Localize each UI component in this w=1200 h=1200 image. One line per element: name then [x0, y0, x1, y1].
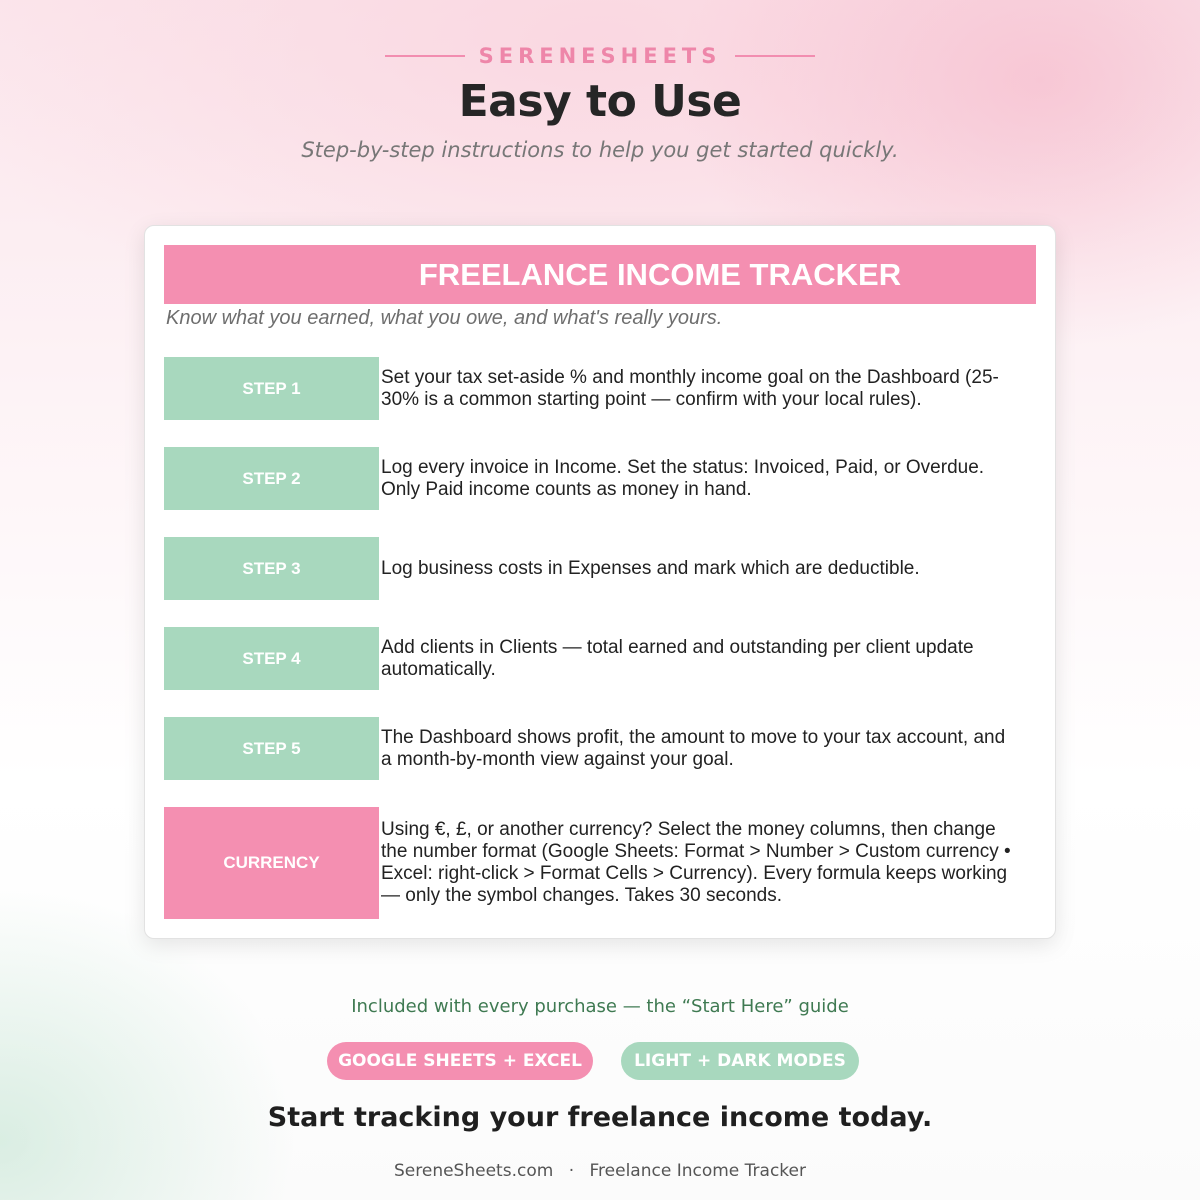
step-label: STEP 2 — [164, 447, 379, 510]
currency-text: Using €, £, or another currency? Select the money columns, then change the number format (Google Sheets: Format > Number > Custom currency • Excel: right-click > Format Cells > Currency). Every formula keeps working — only the symbol changes. Takes 30 seconds. — [381, 819, 1011, 906]
tracker-preview-card — [144, 225, 1056, 939]
step-row-2 — [164, 447, 1036, 510]
step-text: Log every invoice in Income. Set the status: Invoiced, Paid, or Overdue. Only Paid income counts as money in hand. — [381, 456, 985, 500]
step-label: STEP 1 — [164, 357, 379, 420]
step-text: Log business costs in Expenses and mark which are deductible. — [381, 557, 920, 579]
tracker-tagline: Know what you earned, what you owe, and what's really yours. — [166, 307, 723, 329]
step-label: STEP 4 — [164, 627, 379, 690]
step-text: Add clients in Clients — total earned and outstanding per client update automatically. — [381, 636, 974, 680]
step-label: STEP 5 — [164, 717, 379, 780]
brand-divider-left — [385, 55, 465, 57]
call-to-action: Start tracking your freelance income today. — [267, 1102, 933, 1133]
tracker-title: FREELANCE INCOME TRACKER — [418, 256, 902, 292]
tracker-banner — [164, 245, 1036, 304]
separator-dot: · — [568, 1161, 575, 1181]
footer-credits — [0, 1161, 1200, 1181]
page-title: Easy to Use — [458, 76, 742, 127]
step-row-3 — [164, 537, 1036, 600]
site-name: SereneSheets.com — [394, 1161, 554, 1181]
brand-row — [0, 44, 1200, 68]
modes-badge: LIGHT + DARK MODES — [621, 1042, 859, 1080]
step-text: Set your tax set-aside % and monthly income goal on the Dashboard (25-30% is a common starting point — confirm with your local rules). — [381, 366, 999, 410]
step-text: The Dashboard shows profit, the amount to move to your tax account, and a month-by-month view against your goal. — [381, 726, 1006, 770]
page-subtitle: Step-by-step instructions to help you get started quickly. — [301, 138, 899, 162]
step-row-4 — [164, 627, 1036, 690]
included-note: Included with every purchase — the “Start Here” guide — [351, 996, 849, 1017]
currency-label: CURRENCY — [164, 807, 379, 919]
product-name: Freelance Income Tracker — [589, 1161, 806, 1181]
step-label: STEP 3 — [164, 537, 379, 600]
step-row-currency — [164, 807, 1036, 919]
brand-name: SERENESHEETS — [478, 44, 722, 68]
step-row-1 — [164, 357, 1036, 420]
step-row-5 — [164, 717, 1036, 780]
brand-divider-right — [735, 55, 815, 57]
platforms-badge: GOOGLE SHEETS + EXCEL — [327, 1042, 593, 1080]
